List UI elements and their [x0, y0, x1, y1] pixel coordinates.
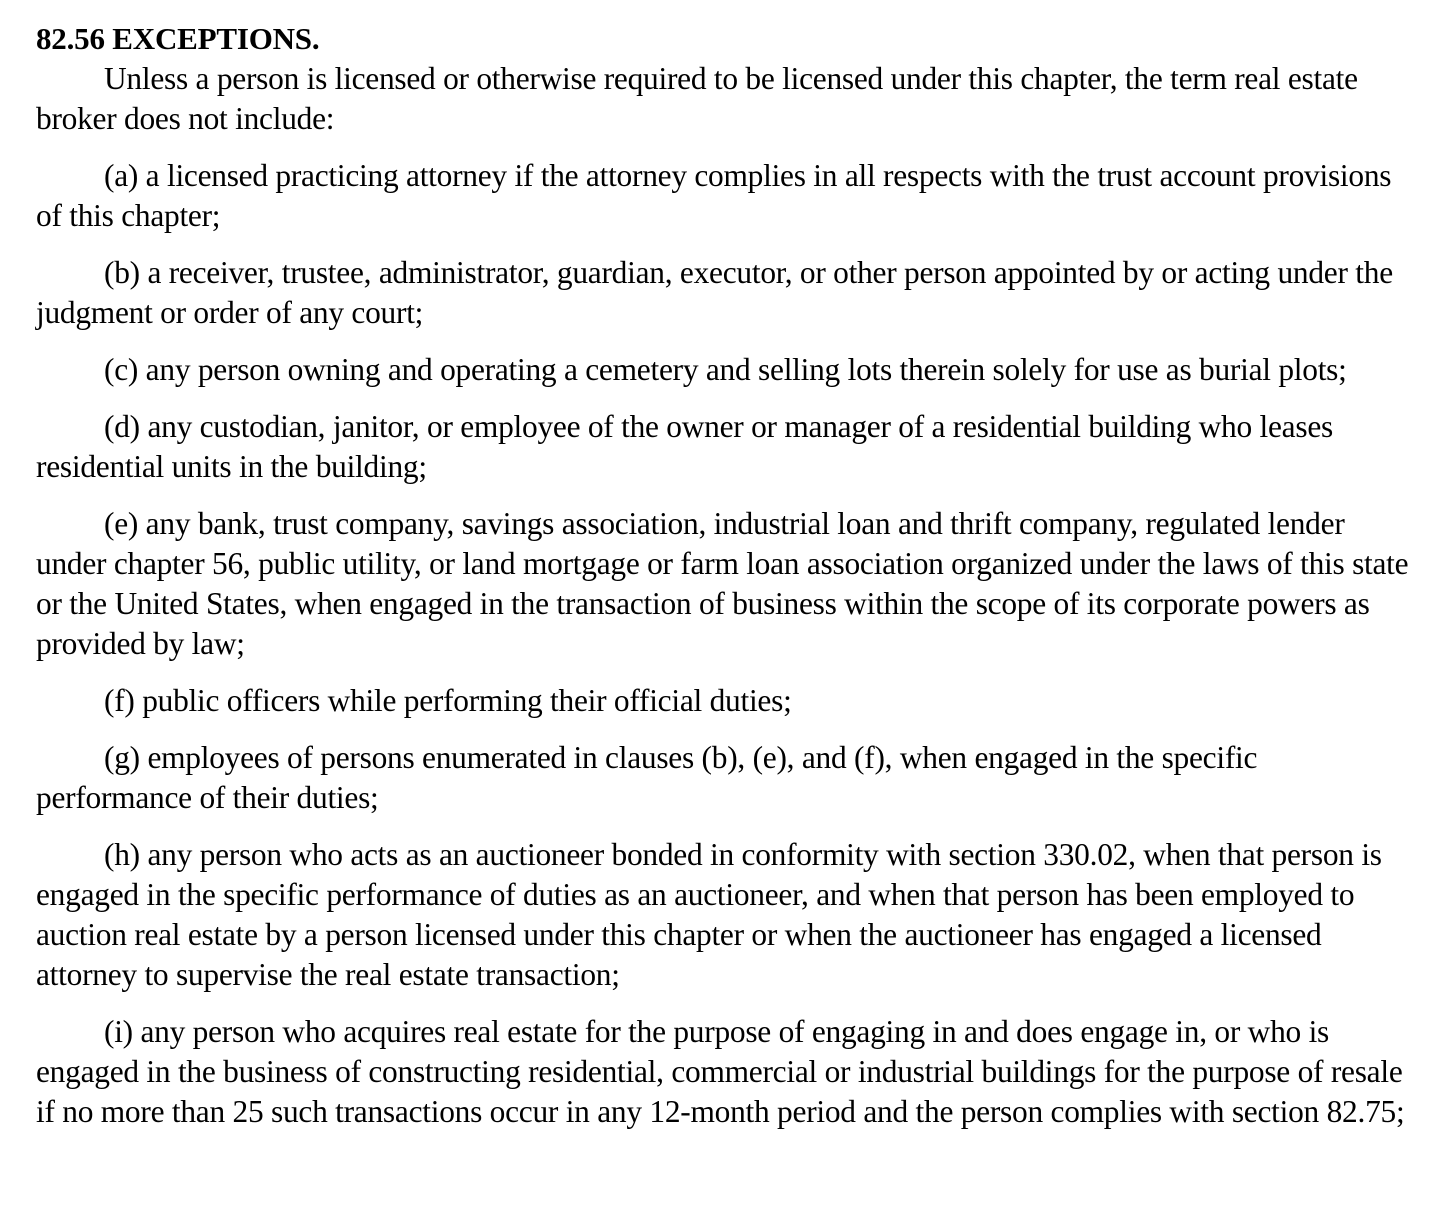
clause-c: (c) any person owning and operating a cemetery and selling lots therein solely for use as burial plots; — [104, 352, 1347, 387]
clause-g: (g) employees of persons enumerated in clauses (b), (e), and (f), when engaged in the specific performance of their duties; — [36, 740, 1258, 815]
clause-f: (f) public officers while performing their official duties; — [104, 683, 792, 718]
clause-h: (h) any person who acts as an auctioneer bonded in conformity with section 330.02, when that person is engaged in the specific performance of duties as an auctioneer, and when that person has been employed to auction real estate by a person licensed under this chapter or when the auctioneer has engaged a licensed attorney to supervise the real estate transaction; — [36, 837, 1382, 992]
clause-b: (b) a receiver, trustee, administrator, guardian, executor, or other person appointed by or acting under the judgment or order of any court; — [36, 255, 1393, 330]
clause-e: (e) any bank, trust company, savings association, industrial loan and thrift company, regulated lender under chapter 56, public utility, or land mortgage or farm loan association organized under the laws of this state or the United States, when engaged in the transaction of business within the scope of its corporate powers as provided by law; — [36, 506, 1409, 661]
section-intro: Unless a person is licensed or otherwise required to be licensed under this chapter, the term real estate broker does not include: — [36, 61, 1358, 136]
clause-a: (a) a licensed practicing attorney if the attorney complies in all respects with the trust account provisions of this chapter; — [36, 158, 1392, 233]
clause-d: (d) any custodian, janitor, or employee of the owner or manager of a residential building who leases residential units in the building; — [36, 409, 1333, 484]
clause-i: (i) any person who acquires real estate for the purpose of engaging in and does engage in, or who is engaged in the business of constructing residential, commercial or industrial buildings for the purpose of resale if no more than 25 such transactions occur in any 12-month period and the person complies with section 82.75; — [36, 1014, 1405, 1129]
section-heading: 82.56 EXCEPTIONS. — [36, 21, 320, 56]
